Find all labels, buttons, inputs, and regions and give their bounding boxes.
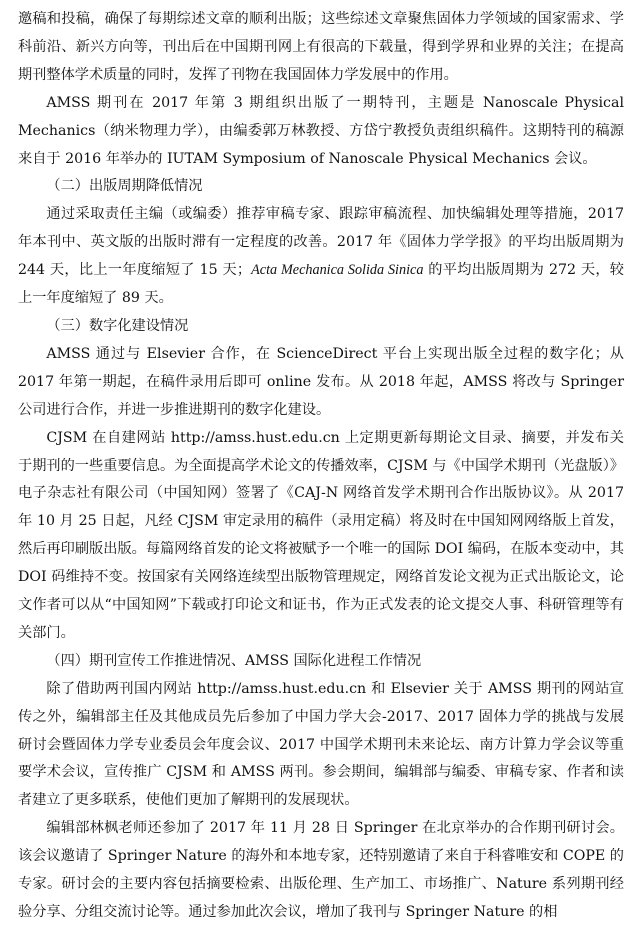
- body-paragraph: [18, 6, 624, 90]
- text-run: （四）期刊宣传工作推进情况、AMSS 国际化进程工作情况: [46, 652, 422, 669]
- text-run: AMSS 期刊在 2017 年第 3 期组织出版了一期特刊，主题是 Nanoscale Physical Mechanics（纳米物理力学），由编委郭万林教授、方岱宁教授负责组织稿件。这期特刊的稿源来自于 2016 年举办的 IUTAM Symposium of Nanoscale Physical Mechanics 会议。: [18, 94, 624, 167]
- text-run: 编辑部林枫老师还参加了 2017 年 11 月 28 日 Springer 在北京举办的合作期刊研讨会。该会议邀请了 Springer Nature 的海外和本地专家，还特别邀请了来自于科睿唯安和 COPE 的专家。研讨会的主要内容包括摘要检索、出版伦理、生产加工、市场推广、Nature 系列期刊经验分享、分组交流讨论等。通过参加此次会议，增加了我刊与 Springer Nature 的相: [18, 820, 624, 920]
- text-run: 邀稿和投稿，确保了每期综述文章的顺利出版；这些综述文章聚焦固体力学领域的国家需求、学科前沿、新兴方向等，刊出后在中国期刊网上有很高的下载量，得到学界和业界的关注；在提高期刊整体学术质量的同时，发挥了刊物在我国固体力学发展中的作用。: [18, 11, 624, 83]
- body-paragraph: [18, 90, 624, 174]
- section-heading: [18, 173, 624, 201]
- text-run: 的平均出版周期为 272 天，较上一年度缩短了 89 天。: [18, 262, 624, 307]
- body-paragraph: [18, 201, 624, 313]
- body-paragraph: [18, 341, 624, 425]
- text-run: （三）数字化建设情况: [46, 317, 189, 334]
- journal-title-italic: Acta Mechanica Solida Sinica: [251, 262, 424, 279]
- body-paragraph: [18, 676, 624, 816]
- text-run: （二）出版周期降低情况: [46, 178, 203, 195]
- text-run: 除了借助两刊国内网站 http://amss.hust.edu.cn 和 Elsevier 关于 AMSS 期刊的网站宣传之外，编辑部主任及其他成员先后参加了中国力学大会-2017、2017 固体力学的挑战与发展研讨会暨固体力学专业委员会年度会议、2017 中国学术期刊未来论坛、南方计算力学会议等重要学术会议，宣传推广 CJSM 和 AMSS 两刊。参会期间，编辑部与编委、审稿专家、作者和读者建立了更多联系，使他们更加了解期刊的发展现状。: [18, 680, 624, 809]
- section-heading: [18, 313, 624, 341]
- text-run: AMSS 通过与 Elsevier 合作，在 ScienceDirect 平台上实现出版全过程的数字化；从 2017 年第一期起，在稿件录用后即可 online 发布。从 2018 年起，AMSS 将改与 Springer 公司进行合作，并进一步推进期刊的数字化建设。: [18, 345, 624, 418]
- text-run: 通过采取责任主编（或编委）推荐审稿专家、跟踪审稿流程、加快编辑处理等措施，2017 年本刊中、英文版的出版时滞有一定程度的改善。2017 年《固体力学学报》的平均出版周期为 244 天，比上一年度缩短了 15 天；: [18, 206, 624, 279]
- body-paragraph: [18, 425, 624, 648]
- document-page: [18, 6, 624, 927]
- text-run: CJSM 在自建网站 http://amss.hust.edu.cn 上定期更新每期论文目录、摘要，并发布关于期刊的一些重要信息。为全面提高学术论文的传播效率，CJSM 与《中国学术期刊（光盘版）》电子杂志社有限公司（中国知网）签署了《CAJ-N 网络首发学术期刊合作出版协议》。从 2017 年 10 月 25 日起，凡经 CJSM 审定录用的稿件（录用定稿）将及时在中国知网网络版上首发，然后再印刷版出版。每篇网络首发的论文将被赋予一个唯一的国际 DOI 编码，在版本变动中，其 DOI 码维持不变。按国家有关网络连续型出版物管理规定，网络首发论文视为正式出版论文，论文作者可以从“中国知网”下载或打印论文和证书，作为正式发表的论文提交人事、科研管理等有关部门。: [18, 429, 624, 641]
- section-heading: [18, 648, 624, 676]
- body-paragraph: [18, 815, 624, 927]
